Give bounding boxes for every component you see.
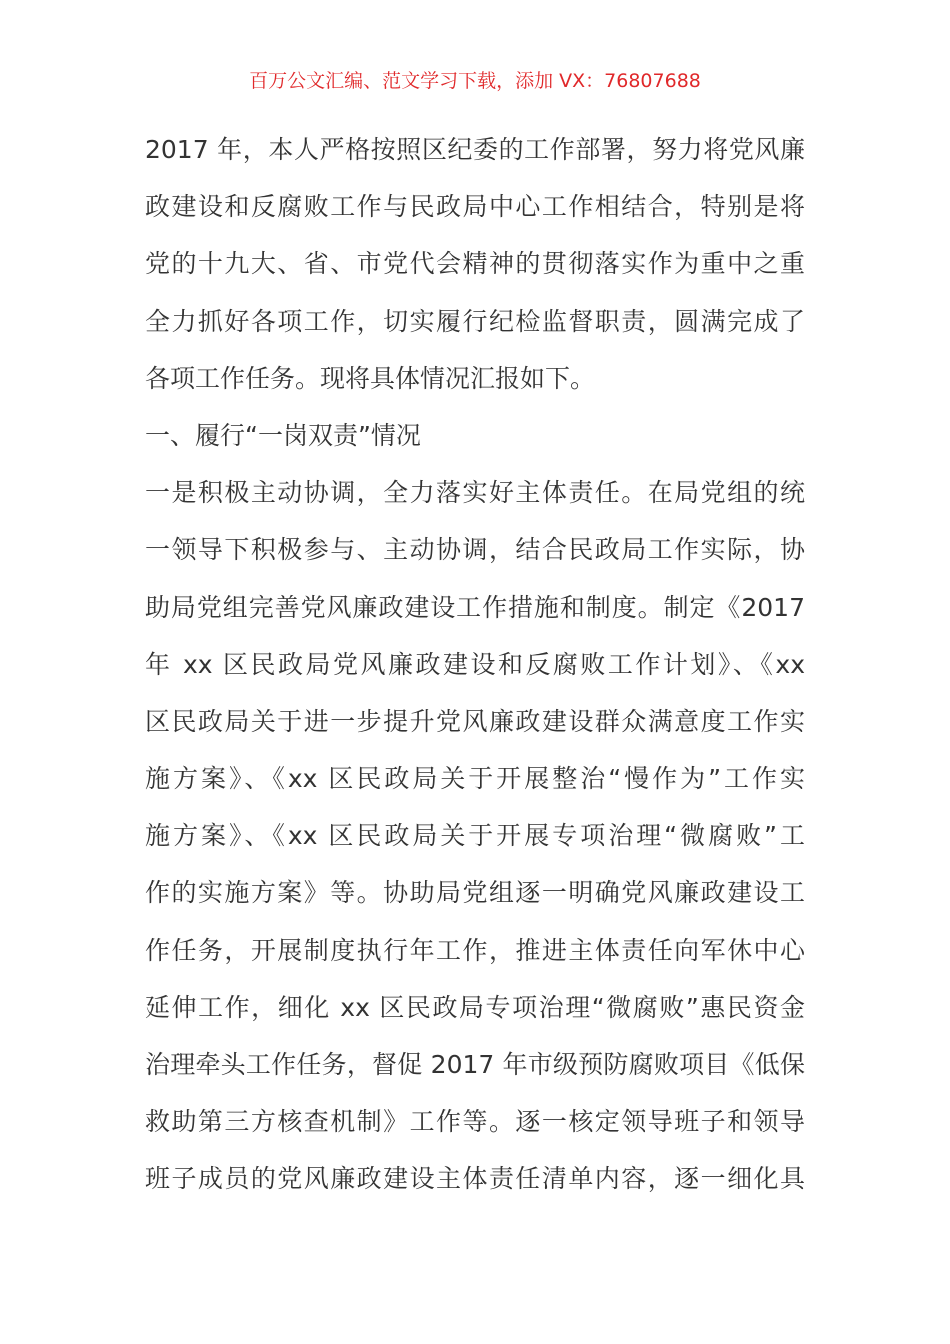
text-line: 政建设和反腐败工作与民政局中心工作相结合，特别是将 <box>145 192 805 222</box>
text-line: 救助第三方核查机制》工作等。逐一核定领导班子和领导 <box>145 1107 805 1137</box>
text-line: 全力抓好各项工作，切实履行纪检监督职责，圆满完成了 <box>145 306 805 336</box>
watermark-banner: 百万公文汇编、范文学习下载，添加 VX：76807688 <box>249 70 701 92</box>
text-line: 区民政局关于进一步提升党风廉政建设群众满意度工作实 <box>145 706 805 736</box>
text-line: 治理牵头工作任务，督促 2017 年市级预防腐败项目《低保 <box>145 1050 805 1079</box>
text-line: 班子成员的党风廉政建设主体责任清单内容，逐一细化具 <box>145 1164 805 1194</box>
text-line: 2017 年，本人严格按照区纪委的工作部署，努力将党风廉 <box>145 135 805 164</box>
text-line: 年 xx 区民政局党风廉政建设和反腐败工作计划》、《xx <box>145 649 805 679</box>
text-line: 作任务，开展制度执行年工作，推进主体责任向军休中心 <box>145 935 805 965</box>
text-line: 各项工作任务。现将具体情况汇报如下。 <box>145 363 596 393</box>
text-line: 一是积极主动协调，全力落实好主体责任。在局党组的统 <box>145 478 805 508</box>
text-line: 施方案》、《xx 区民政局关于开展整治“慢作为”工作实 <box>145 764 805 794</box>
text-line: 施方案》、《xx 区民政局关于开展专项治理“微腐败”工 <box>145 821 805 851</box>
text-line: 作的实施方案》等。协助局党组逐一明确党风廉政建设工 <box>145 878 805 908</box>
text-line: 一领导下积极参与、主动协调，结合民政局工作实际，协 <box>145 535 805 565</box>
section-heading: 一、履行“一岗双责”情况 <box>145 420 421 450</box>
text-line: 助局党组完善党风廉政建设工作措施和制度。制定《2017 <box>145 592 805 622</box>
document-body <box>145 121 805 1208</box>
text-line: 延伸工作，细化 xx 区民政局专项治理“微腐败”惠民资金 <box>145 992 805 1022</box>
text-line: 党的十九大、省、市党代会精神的贯彻落实作为重中之重 <box>145 249 805 279</box>
